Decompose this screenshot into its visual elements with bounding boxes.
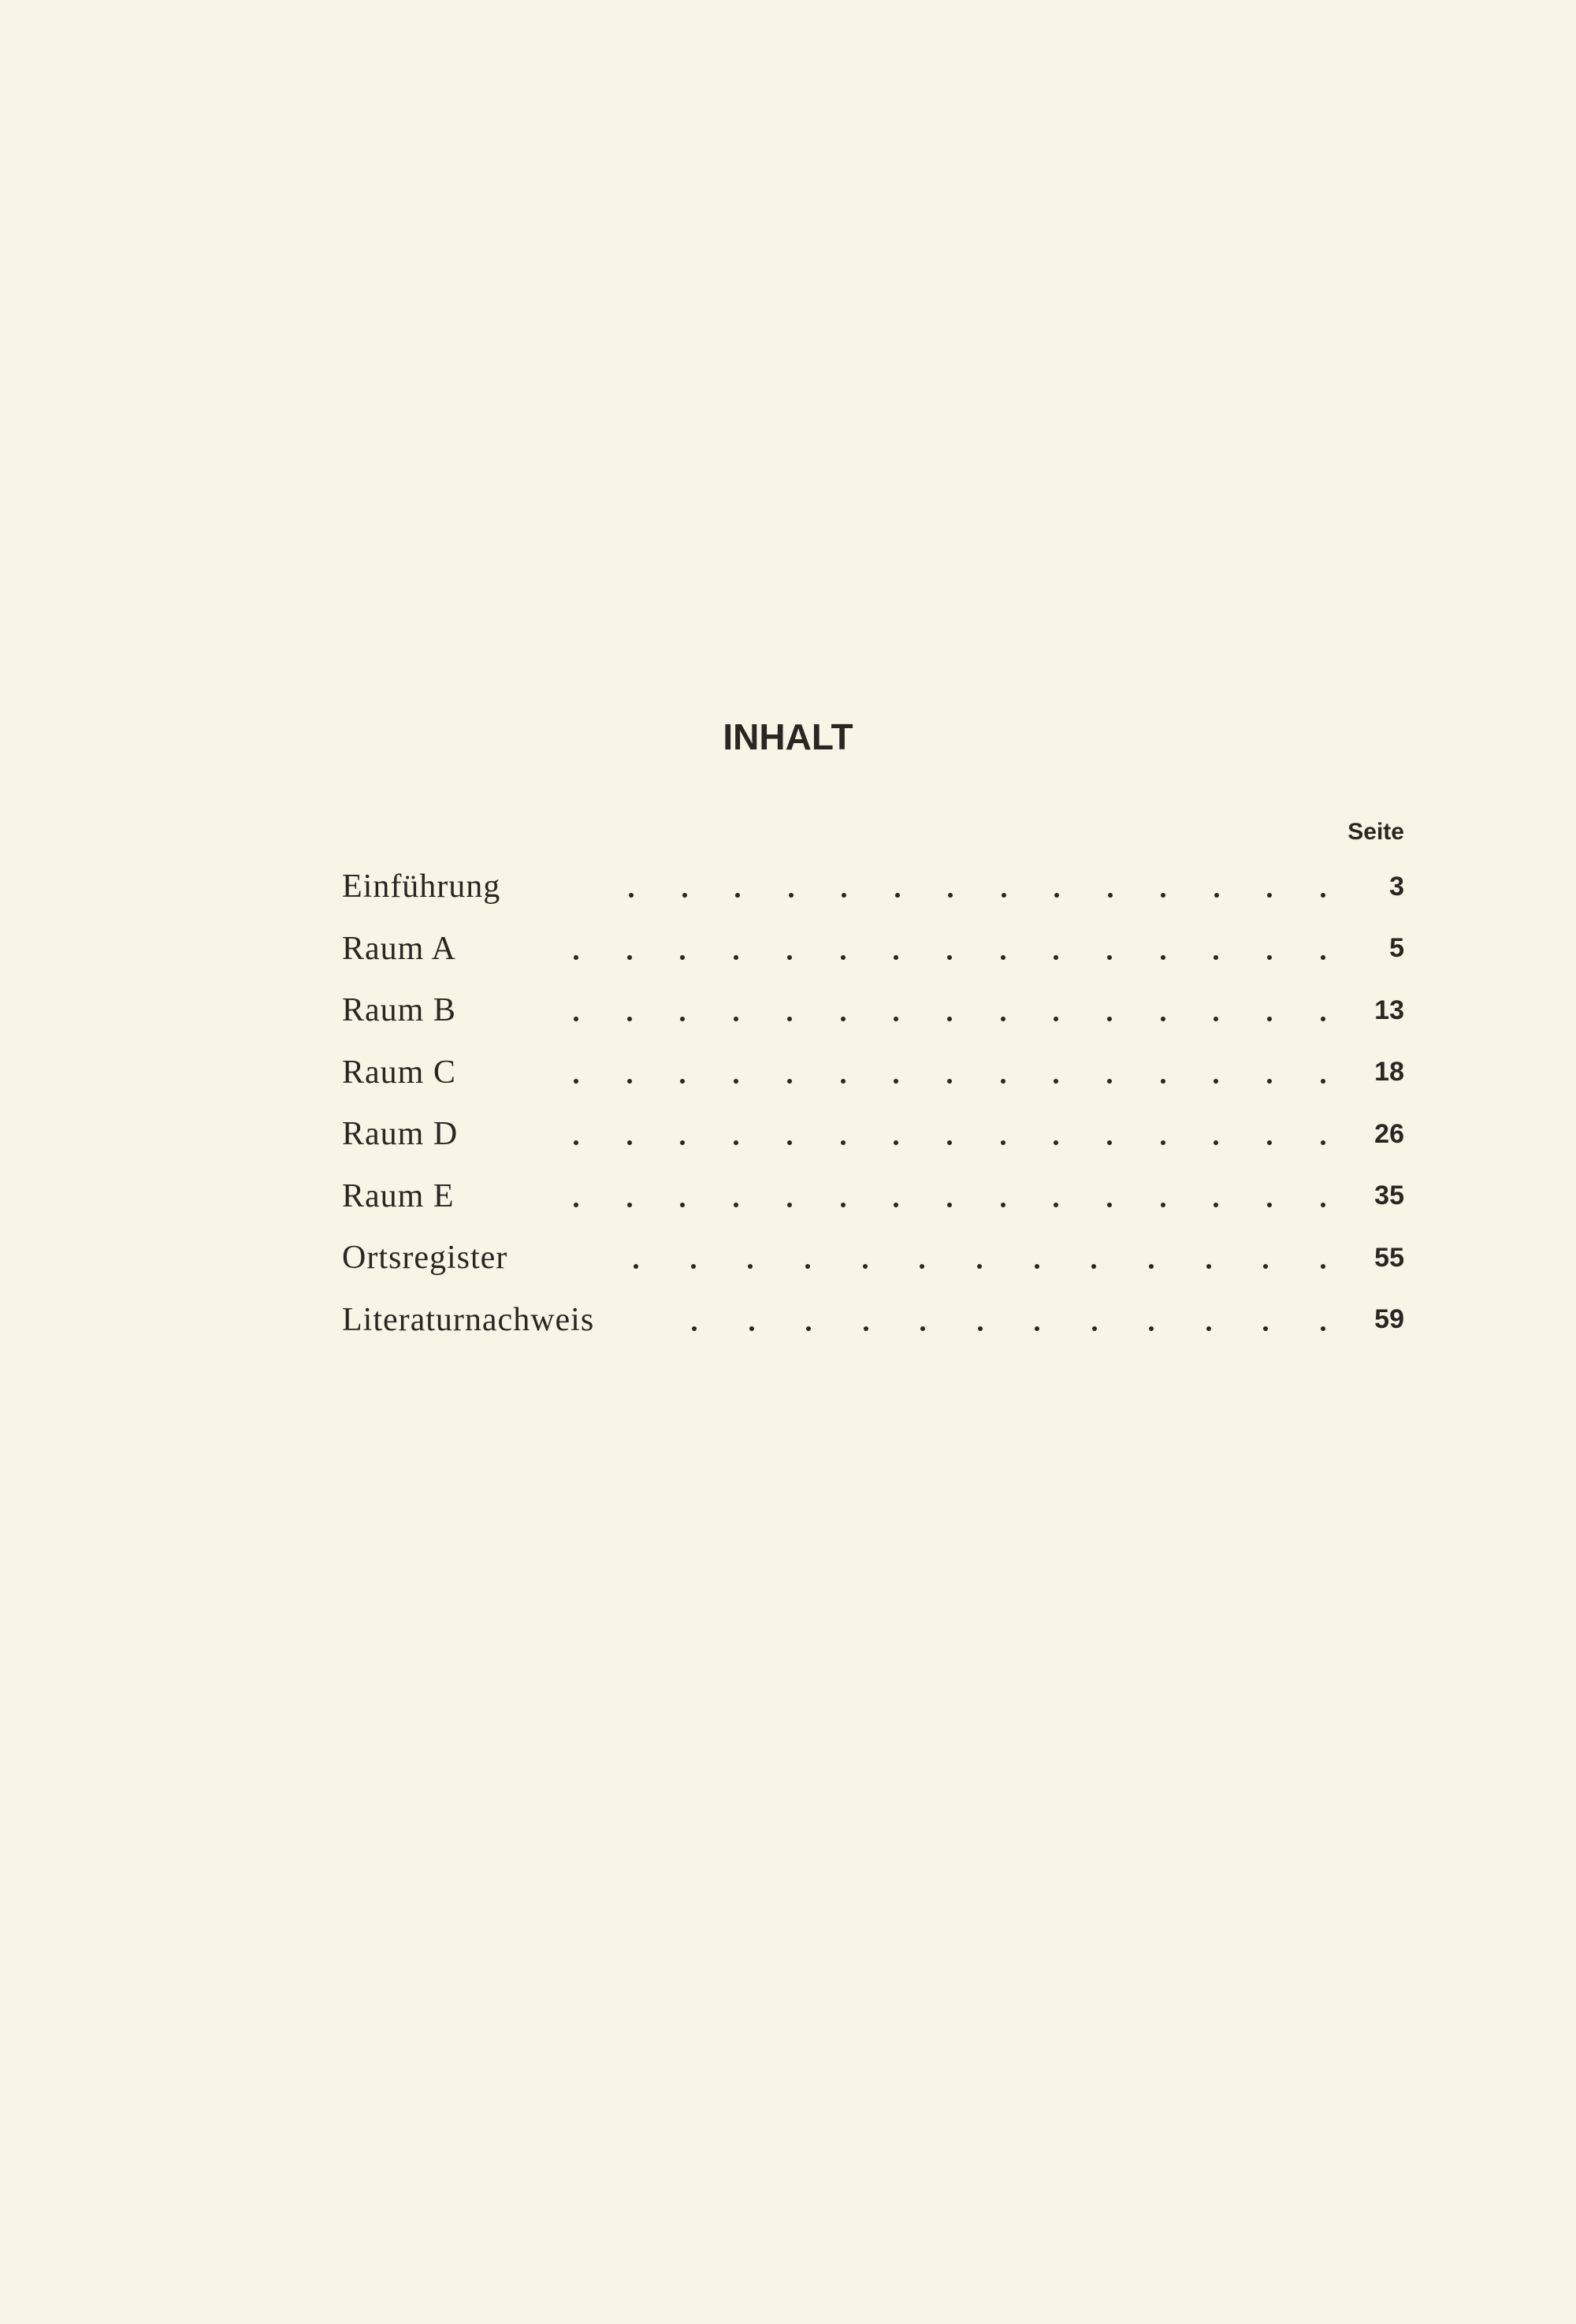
toc-entry-label: Raum D: [342, 1116, 459, 1153]
leader-dot: [629, 893, 634, 898]
leader-dot: [1321, 1326, 1325, 1331]
leader-dot: [1321, 1264, 1325, 1269]
leader-dot: [894, 1203, 898, 1207]
dot-leader: [574, 1103, 1325, 1166]
dot-leader: [574, 1166, 1325, 1228]
toc-entry[interactable]: [342, 1103, 1404, 1166]
leader-dot: [1107, 1017, 1112, 1021]
toc-entry-page: 26: [1374, 1118, 1404, 1149]
leader-dot: [1092, 1326, 1097, 1331]
leader-dot: [789, 893, 794, 898]
toc-entry[interactable]: [342, 1227, 1404, 1289]
toc-entry-label: Raum B: [342, 992, 456, 1029]
leader-dot: [841, 1017, 846, 1021]
dot-leader: [574, 1042, 1325, 1104]
leader-dot: [734, 1079, 738, 1084]
leader-dot: [1267, 955, 1272, 960]
leader-dot: [1149, 1326, 1154, 1331]
leader-dot: [748, 1264, 753, 1269]
leader-dot: [627, 955, 632, 960]
toc-entry[interactable]: [342, 918, 1404, 980]
leader-dot: [1107, 955, 1112, 960]
leader-dot: [627, 1203, 632, 1207]
leader-dot: [894, 1079, 898, 1084]
leader-dot: [574, 1203, 578, 1207]
leader-dot: [978, 1326, 983, 1331]
leader-dot: [680, 1079, 685, 1084]
leader-dot: [627, 1079, 632, 1084]
leader-dot: [1161, 1017, 1165, 1021]
leader-dot: [1267, 1079, 1272, 1084]
toc-entry-label: Ortsregister: [342, 1240, 508, 1277]
leader-dot: [841, 955, 846, 960]
dot-leader: [629, 856, 1325, 918]
leader-dot: [1206, 1326, 1211, 1331]
leader-dot: [734, 1140, 738, 1145]
leader-dot: [1321, 955, 1325, 960]
leader-dot: [1001, 1079, 1005, 1084]
leader-dot: [895, 893, 900, 898]
leader-dot: [634, 1264, 638, 1269]
leader-dot: [1263, 1264, 1268, 1269]
leader-dot: [734, 1017, 738, 1021]
leader-dot: [1321, 893, 1325, 898]
leader-dot: [1035, 1264, 1039, 1269]
leader-dot: [1054, 1079, 1058, 1084]
toc-entry-page: 5: [1389, 933, 1404, 964]
leader-dot: [1267, 1203, 1272, 1207]
leader-dot: [864, 1326, 868, 1331]
leader-dot: [947, 955, 952, 960]
leader-dot: [1054, 893, 1059, 898]
toc-entry-page: 35: [1374, 1181, 1404, 1211]
dot-leader: [634, 1227, 1325, 1289]
toc-entry-page: 18: [1374, 1057, 1404, 1088]
leader-dot: [574, 1140, 578, 1145]
leader-dot: [841, 1140, 846, 1145]
leader-dot: [806, 1326, 811, 1331]
toc-entry[interactable]: [342, 1166, 1404, 1228]
dot-leader: [574, 918, 1325, 980]
table-of-contents: [342, 856, 1404, 1351]
leader-dot: [1001, 1203, 1005, 1207]
toc-entry-page: 13: [1374, 995, 1404, 1025]
leader-dot: [1321, 1079, 1325, 1084]
leader-dot: [1161, 1079, 1165, 1084]
leader-dot: [1054, 1017, 1058, 1021]
leader-dot: [1054, 1203, 1058, 1207]
leader-dot: [1002, 893, 1006, 898]
leader-dot: [1214, 1017, 1218, 1021]
leader-dot: [787, 955, 792, 960]
toc-entry-page: 59: [1374, 1304, 1404, 1335]
leader-dot: [692, 1326, 697, 1331]
leader-dot: [948, 893, 953, 898]
leader-dot: [1161, 1203, 1165, 1207]
leader-dot: [1267, 893, 1272, 898]
toc-entry-label: Raum A: [342, 930, 456, 967]
page-title: INHALT: [723, 716, 853, 757]
leader-dot: [1054, 1140, 1058, 1145]
leader-dot: [691, 1264, 696, 1269]
leader-dot: [894, 955, 898, 960]
leader-dot: [1214, 1079, 1218, 1084]
toc-entry-label: Einführung: [342, 868, 501, 905]
page-column-label: Seite: [1347, 819, 1404, 845]
leader-dot: [1107, 1140, 1112, 1145]
leader-dot: [1267, 1017, 1272, 1021]
toc-entry-label: Raum E: [342, 1177, 455, 1214]
leader-dot: [1108, 893, 1113, 898]
leader-dot: [627, 1017, 632, 1021]
leader-dot: [947, 1017, 952, 1021]
toc-entry[interactable]: [342, 1289, 1404, 1352]
leader-dot: [1091, 1264, 1096, 1269]
toc-entry[interactable]: [342, 980, 1404, 1042]
leader-dot: [947, 1079, 952, 1084]
leader-dot: [735, 893, 740, 898]
leader-dot: [787, 1079, 792, 1084]
leader-dot: [627, 1140, 632, 1145]
leader-dot: [1161, 893, 1165, 898]
leader-dot: [1161, 955, 1165, 960]
leader-dot: [1214, 955, 1218, 960]
leader-dot: [977, 1264, 982, 1269]
leader-dot: [1214, 1140, 1218, 1145]
leader-dot: [1321, 1203, 1325, 1207]
dot-leader: [692, 1289, 1325, 1352]
leader-dot: [947, 1140, 952, 1145]
leader-dot: [894, 1140, 898, 1145]
leader-dot: [787, 1017, 792, 1021]
leader-dot: [680, 1140, 685, 1145]
toc-entry-page: 3: [1389, 871, 1404, 902]
leader-dot: [734, 955, 738, 960]
leader-dot: [841, 1079, 846, 1084]
toc-entry[interactable]: [342, 856, 1404, 918]
toc-entry-label: Raum C: [342, 1054, 456, 1091]
leader-dot: [1035, 1326, 1039, 1331]
leader-dot: [734, 1203, 738, 1207]
leader-dot: [1321, 1140, 1325, 1145]
leader-dot: [1001, 1140, 1005, 1145]
leader-dot: [1214, 1203, 1218, 1207]
leader-dot: [680, 955, 685, 960]
leader-dot: [1001, 1017, 1005, 1021]
leader-dot: [1214, 893, 1219, 898]
leader-dot: [947, 1203, 952, 1207]
leader-dot: [1107, 1079, 1112, 1084]
leader-dot: [680, 1017, 685, 1021]
leader-dot: [1263, 1326, 1268, 1331]
leader-dot: [749, 1326, 754, 1331]
leader-dot: [574, 1017, 578, 1021]
dot-leader: [574, 980, 1325, 1042]
leader-dot: [574, 955, 578, 960]
leader-dot: [574, 1079, 578, 1084]
leader-dot: [1206, 1264, 1211, 1269]
leader-dot: [1161, 1140, 1165, 1145]
leader-dot: [920, 1326, 925, 1331]
toc-entry-page: 55: [1374, 1242, 1404, 1273]
toc-entry-label: Literaturnachweis: [342, 1301, 595, 1338]
leader-dot: [682, 893, 687, 898]
leader-dot: [1107, 1203, 1112, 1207]
leader-dot: [841, 1203, 846, 1207]
leader-dot: [1001, 955, 1005, 960]
leader-dot: [842, 893, 846, 898]
leader-dot: [1149, 1264, 1154, 1269]
leader-dot: [787, 1140, 792, 1145]
leader-dot: [1267, 1140, 1272, 1145]
leader-dot: [863, 1264, 868, 1269]
toc-entry[interactable]: [342, 1042, 1404, 1104]
leader-dot: [1321, 1017, 1325, 1021]
leader-dot: [787, 1203, 792, 1207]
leader-dot: [920, 1264, 924, 1269]
leader-dot: [680, 1203, 685, 1207]
leader-dot: [1054, 955, 1058, 960]
leader-dot: [805, 1264, 810, 1269]
leader-dot: [894, 1017, 898, 1021]
